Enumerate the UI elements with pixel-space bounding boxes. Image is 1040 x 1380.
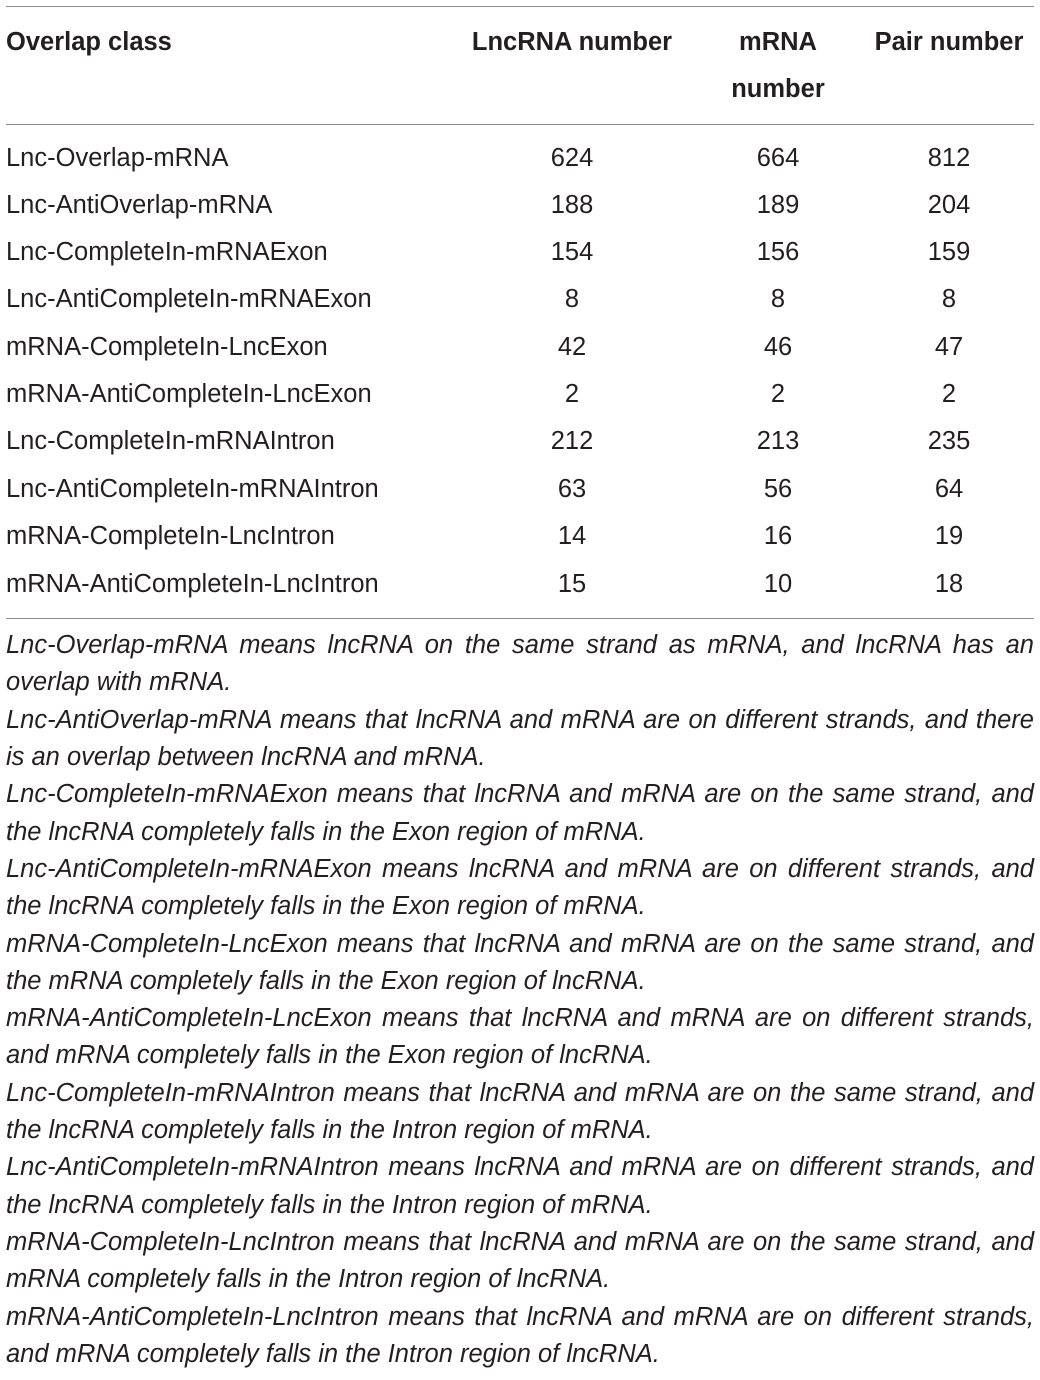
cell-overlap-class: Lnc-AntiOverlap-mRNA bbox=[6, 190, 273, 219]
cell-lncrna-number: 63 bbox=[557, 474, 587, 503]
footnote: mRNA-CompleteIn-LncIntron means that lncRNA and mRNA are on the same strand, and mRNA completely falls in the Intron region of lncRNA. bbox=[6, 1227, 1034, 1294]
footnote: Lnc-AntiOverlap-mRNA means that lncRNA and mRNA are on different strands, and there is an overlap between lncRNA and mRNA. bbox=[6, 705, 1034, 772]
header-overlap-class: Overlap class bbox=[6, 28, 172, 56]
cell-mrna-number: 664 bbox=[756, 143, 800, 172]
cell-mrna-number: 213 bbox=[756, 427, 800, 456]
cell-lncrna-number: 2 bbox=[564, 379, 580, 408]
table-row bbox=[6, 229, 1034, 276]
cell-overlap-class: mRNA-CompleteIn-LncIntron bbox=[6, 521, 335, 550]
cell-pair-number: 47 bbox=[934, 332, 964, 361]
cell-overlap-class: mRNA-AntiCompleteIn-LncExon bbox=[6, 379, 372, 408]
cell-lncrna-number: 14 bbox=[557, 521, 587, 550]
table-row bbox=[6, 276, 1034, 323]
cell-pair-number: 64 bbox=[934, 474, 964, 503]
table-row bbox=[6, 466, 1034, 513]
footnote: mRNA-AntiCompleteIn-LncExon means that lncRNA and mRNA are on different strands, and mRNA completely falls in the Exon region of lncRNA. bbox=[6, 1004, 1034, 1070]
table-row bbox=[6, 324, 1034, 371]
cell-lncrna-number: 188 bbox=[550, 190, 594, 219]
cell-pair-number: 204 bbox=[927, 190, 971, 219]
footnote: Lnc-Overlap-mRNA means lncRNA on the same strand as mRNA, and lncRNA has an overlap with mRNA. bbox=[6, 631, 1034, 697]
cell-pair-number: 2 bbox=[941, 379, 957, 408]
table-page bbox=[6, 6, 1034, 1373]
cell-overlap-class: Lnc-CompleteIn-mRNAIntron bbox=[6, 427, 335, 456]
cell-mrna-number: 189 bbox=[756, 190, 800, 219]
cell-mrna-number: 8 bbox=[770, 285, 786, 314]
cell-lncrna-number: 154 bbox=[550, 238, 594, 267]
cell-overlap-class: Lnc-AntiCompleteIn-mRNAExon bbox=[6, 285, 372, 314]
cell-mrna-number: 16 bbox=[763, 521, 793, 550]
footnote: mRNA-AntiCompleteIn-LncIntron means that lncRNA and mRNA are on different strands, and mRNA completely falls in the Intron region of lncRNA. bbox=[6, 1302, 1034, 1368]
cell-mrna-number: 2 bbox=[770, 379, 786, 408]
cell-overlap-class: Lnc-AntiCompleteIn-mRNAIntron bbox=[6, 474, 379, 503]
cell-mrna-number: 10 bbox=[763, 569, 793, 598]
cell-overlap-class: mRNA-AntiCompleteIn-LncIntron bbox=[6, 569, 379, 598]
table-row bbox=[6, 513, 1034, 560]
footnote: Lnc-CompleteIn-mRNAIntron means that lncRNA and mRNA are on the same strand, and the lncRNA completely falls in the Intron region of mRNA. bbox=[6, 1078, 1034, 1145]
cell-lncrna-number: 15 bbox=[557, 569, 587, 598]
cell-pair-number: 18 bbox=[934, 569, 964, 598]
cell-pair-number: 19 bbox=[934, 521, 964, 550]
footnote: Lnc-CompleteIn-mRNAExon means that lncRNA and mRNA are on the same strand, and the lncRNA completely falls in the Exon region of mRNA. bbox=[6, 780, 1034, 846]
cell-pair-number: 8 bbox=[941, 285, 957, 314]
cell-lncrna-number: 624 bbox=[550, 143, 594, 172]
table-header bbox=[6, 7, 1034, 124]
overlap-table bbox=[6, 7, 1034, 618]
footnote: mRNA-CompleteIn-LncExon means that lncRNA and mRNA are on the same strand, and the mRNA completely falls in the Exon region of lncRNA. bbox=[6, 929, 1034, 995]
cell-mrna-number: 156 bbox=[756, 238, 800, 267]
cell-pair-number: 159 bbox=[927, 238, 971, 267]
cell-mrna-number: 56 bbox=[763, 474, 793, 503]
header-pair-number: Pair number bbox=[874, 28, 1024, 56]
footnote: Lnc-AntiCompleteIn-mRNAExon means lncRNA and mRNA are on different strands, and the lncRNA completely falls in the Exon region of mRNA. bbox=[6, 854, 1034, 921]
cell-overlap-class: Lnc-CompleteIn-mRNAExon bbox=[6, 238, 328, 267]
table-row bbox=[6, 418, 1034, 465]
cell-overlap-class: mRNA-CompleteIn-LncExon bbox=[6, 332, 328, 361]
table-footnotes bbox=[6, 618, 1034, 1373]
cell-pair-number: 235 bbox=[927, 427, 971, 456]
table-row bbox=[6, 560, 1034, 618]
table-body bbox=[6, 124, 1034, 618]
header-lncrna-number: LncRNA number bbox=[471, 28, 673, 56]
header-mrna-number: mRNA number bbox=[731, 28, 825, 103]
table-row bbox=[6, 371, 1034, 418]
table-row bbox=[6, 182, 1034, 229]
cell-lncrna-number: 8 bbox=[564, 285, 580, 314]
footnote: Lnc-AntiCompleteIn-mRNAIntron means lncRNA and mRNA are on different strands, and the lncRNA completely falls in the Intron region of mRNA. bbox=[6, 1153, 1034, 1219]
table-row bbox=[6, 124, 1034, 182]
cell-mrna-number: 46 bbox=[763, 332, 793, 361]
cell-lncrna-number: 212 bbox=[550, 427, 594, 456]
cell-overlap-class: Lnc-Overlap-mRNA bbox=[6, 143, 229, 172]
cell-lncrna-number: 42 bbox=[557, 332, 587, 361]
cell-pair-number: 812 bbox=[927, 143, 971, 172]
